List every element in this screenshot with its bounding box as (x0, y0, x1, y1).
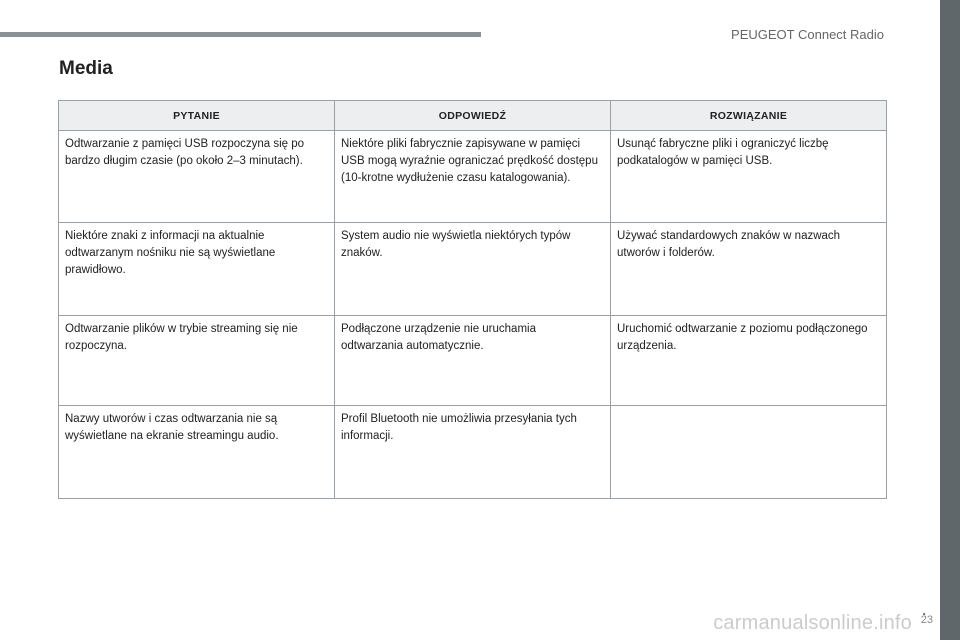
page-title: Media (59, 58, 113, 79)
header-rule (0, 32, 481, 37)
page-dot: . (922, 603, 926, 618)
page-number: 23 (920, 614, 933, 626)
column-header-answer: ODPOWIEDŹ (335, 101, 611, 131)
solution-cell: Usunąć fabryczne pliki i ograniczyć liczbę podkatalogów w pamięci USB. (611, 131, 887, 223)
answer-cell: Niektóre pliki fabrycznie zapisywane w pamięci USB mogą wyraźnie ograniczać prędkość dostępu (10-krotne wydłużenie czasu katalogowania). (335, 131, 611, 223)
header-title: PEUGEOT Connect Radio (731, 27, 884, 42)
faq-table (58, 100, 887, 499)
solution-cell: Uruchomić odtwarzanie z poziomu podłączonego urządzenia. (611, 316, 887, 406)
watermark-text: carmanualsonline.info (713, 612, 912, 634)
answer-cell: System audio nie wyświetla niektórych typów znaków. (335, 223, 611, 316)
answer-cell: Profil Bluetooth nie umożliwia przesyłania tych informacji. (335, 406, 611, 499)
table-header-row (59, 101, 887, 131)
table-row (59, 223, 887, 316)
column-header-question: PYTANIE (59, 101, 335, 131)
question-cell: Nazwy utworów i czas odtwarzania nie są wyświetlane na ekranie streamingu audio. (59, 406, 335, 499)
table-row (59, 406, 887, 499)
question-cell: Odtwarzanie plików w trybie streaming się nie rozpoczyna. (59, 316, 335, 406)
question-cell: Niektóre znaki z informacji na aktualnie odtwarzanym nośniku nie są wyświetlane prawidłowo. (59, 223, 335, 316)
answer-cell: Podłączone urządzenie nie uruchamia odtwarzania automatycznie. (335, 316, 611, 406)
solution-cell: Używać standardowych znaków w nazwach utworów i folderów. (611, 223, 887, 316)
table-row (59, 131, 887, 223)
question-cell: Odtwarzanie z pamięci USB rozpoczyna się po bardzo długim czasie (po około 2–3 minutach). (59, 131, 335, 223)
table-row (59, 316, 887, 406)
solution-cell (611, 406, 887, 499)
right-side-bar (940, 0, 960, 640)
column-header-solution: ROZWIĄZANIE (611, 101, 887, 131)
